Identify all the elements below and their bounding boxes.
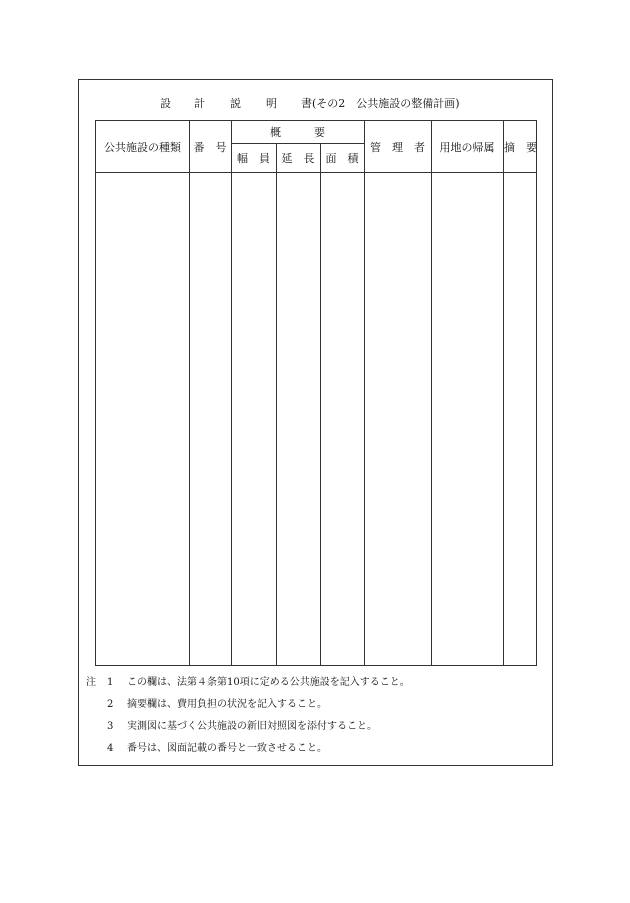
header-length: 延 長 [281,151,315,165]
note-number: 4 [107,743,114,754]
form-frame [78,79,553,766]
header-width: 幅 員 [237,151,270,165]
title-char-2: 計 [194,97,205,110]
note-item [79,720,552,734]
table-body-empty[interactable] [96,173,538,665]
header-remarks: 摘 要 [504,140,537,154]
header-facility-type: 公共施設の種類 [104,140,181,154]
title-char-1: 設 [160,97,171,110]
note-text: 番号は、図面記載の番号と一致させること。 [127,743,327,754]
note-number: 2 [107,699,114,710]
header-manager: 管 理 者 [370,140,425,154]
note-marker: 注 [86,677,96,688]
header-number: 番 号 [193,140,227,154]
title-rest: 書(その2 公共施設の整備計画) [301,97,460,110]
title-char-4: 明 [266,97,277,110]
note-number: 3 [107,721,114,732]
header-overview: 概 要 [270,126,325,139]
title-char-3: 説 [230,97,241,110]
note-item [79,742,552,756]
note-text: 摘要欄は、費用負担の状況を記入すること。 [127,699,327,710]
form-title [79,95,552,113]
facility-table [95,120,537,666]
header-land-ownership: 用地の帰属 [439,140,495,154]
note-item [79,698,552,712]
header-area: 面 積 [325,151,359,165]
note-text: 実測図に基づく公共施設の新旧対照図を添付すること。 [127,721,377,732]
note-number: 1 [107,677,114,688]
note-text: この欄は、法第４条第10項に定める公共施設を記入すること。 [127,677,410,688]
note-item [79,676,552,690]
